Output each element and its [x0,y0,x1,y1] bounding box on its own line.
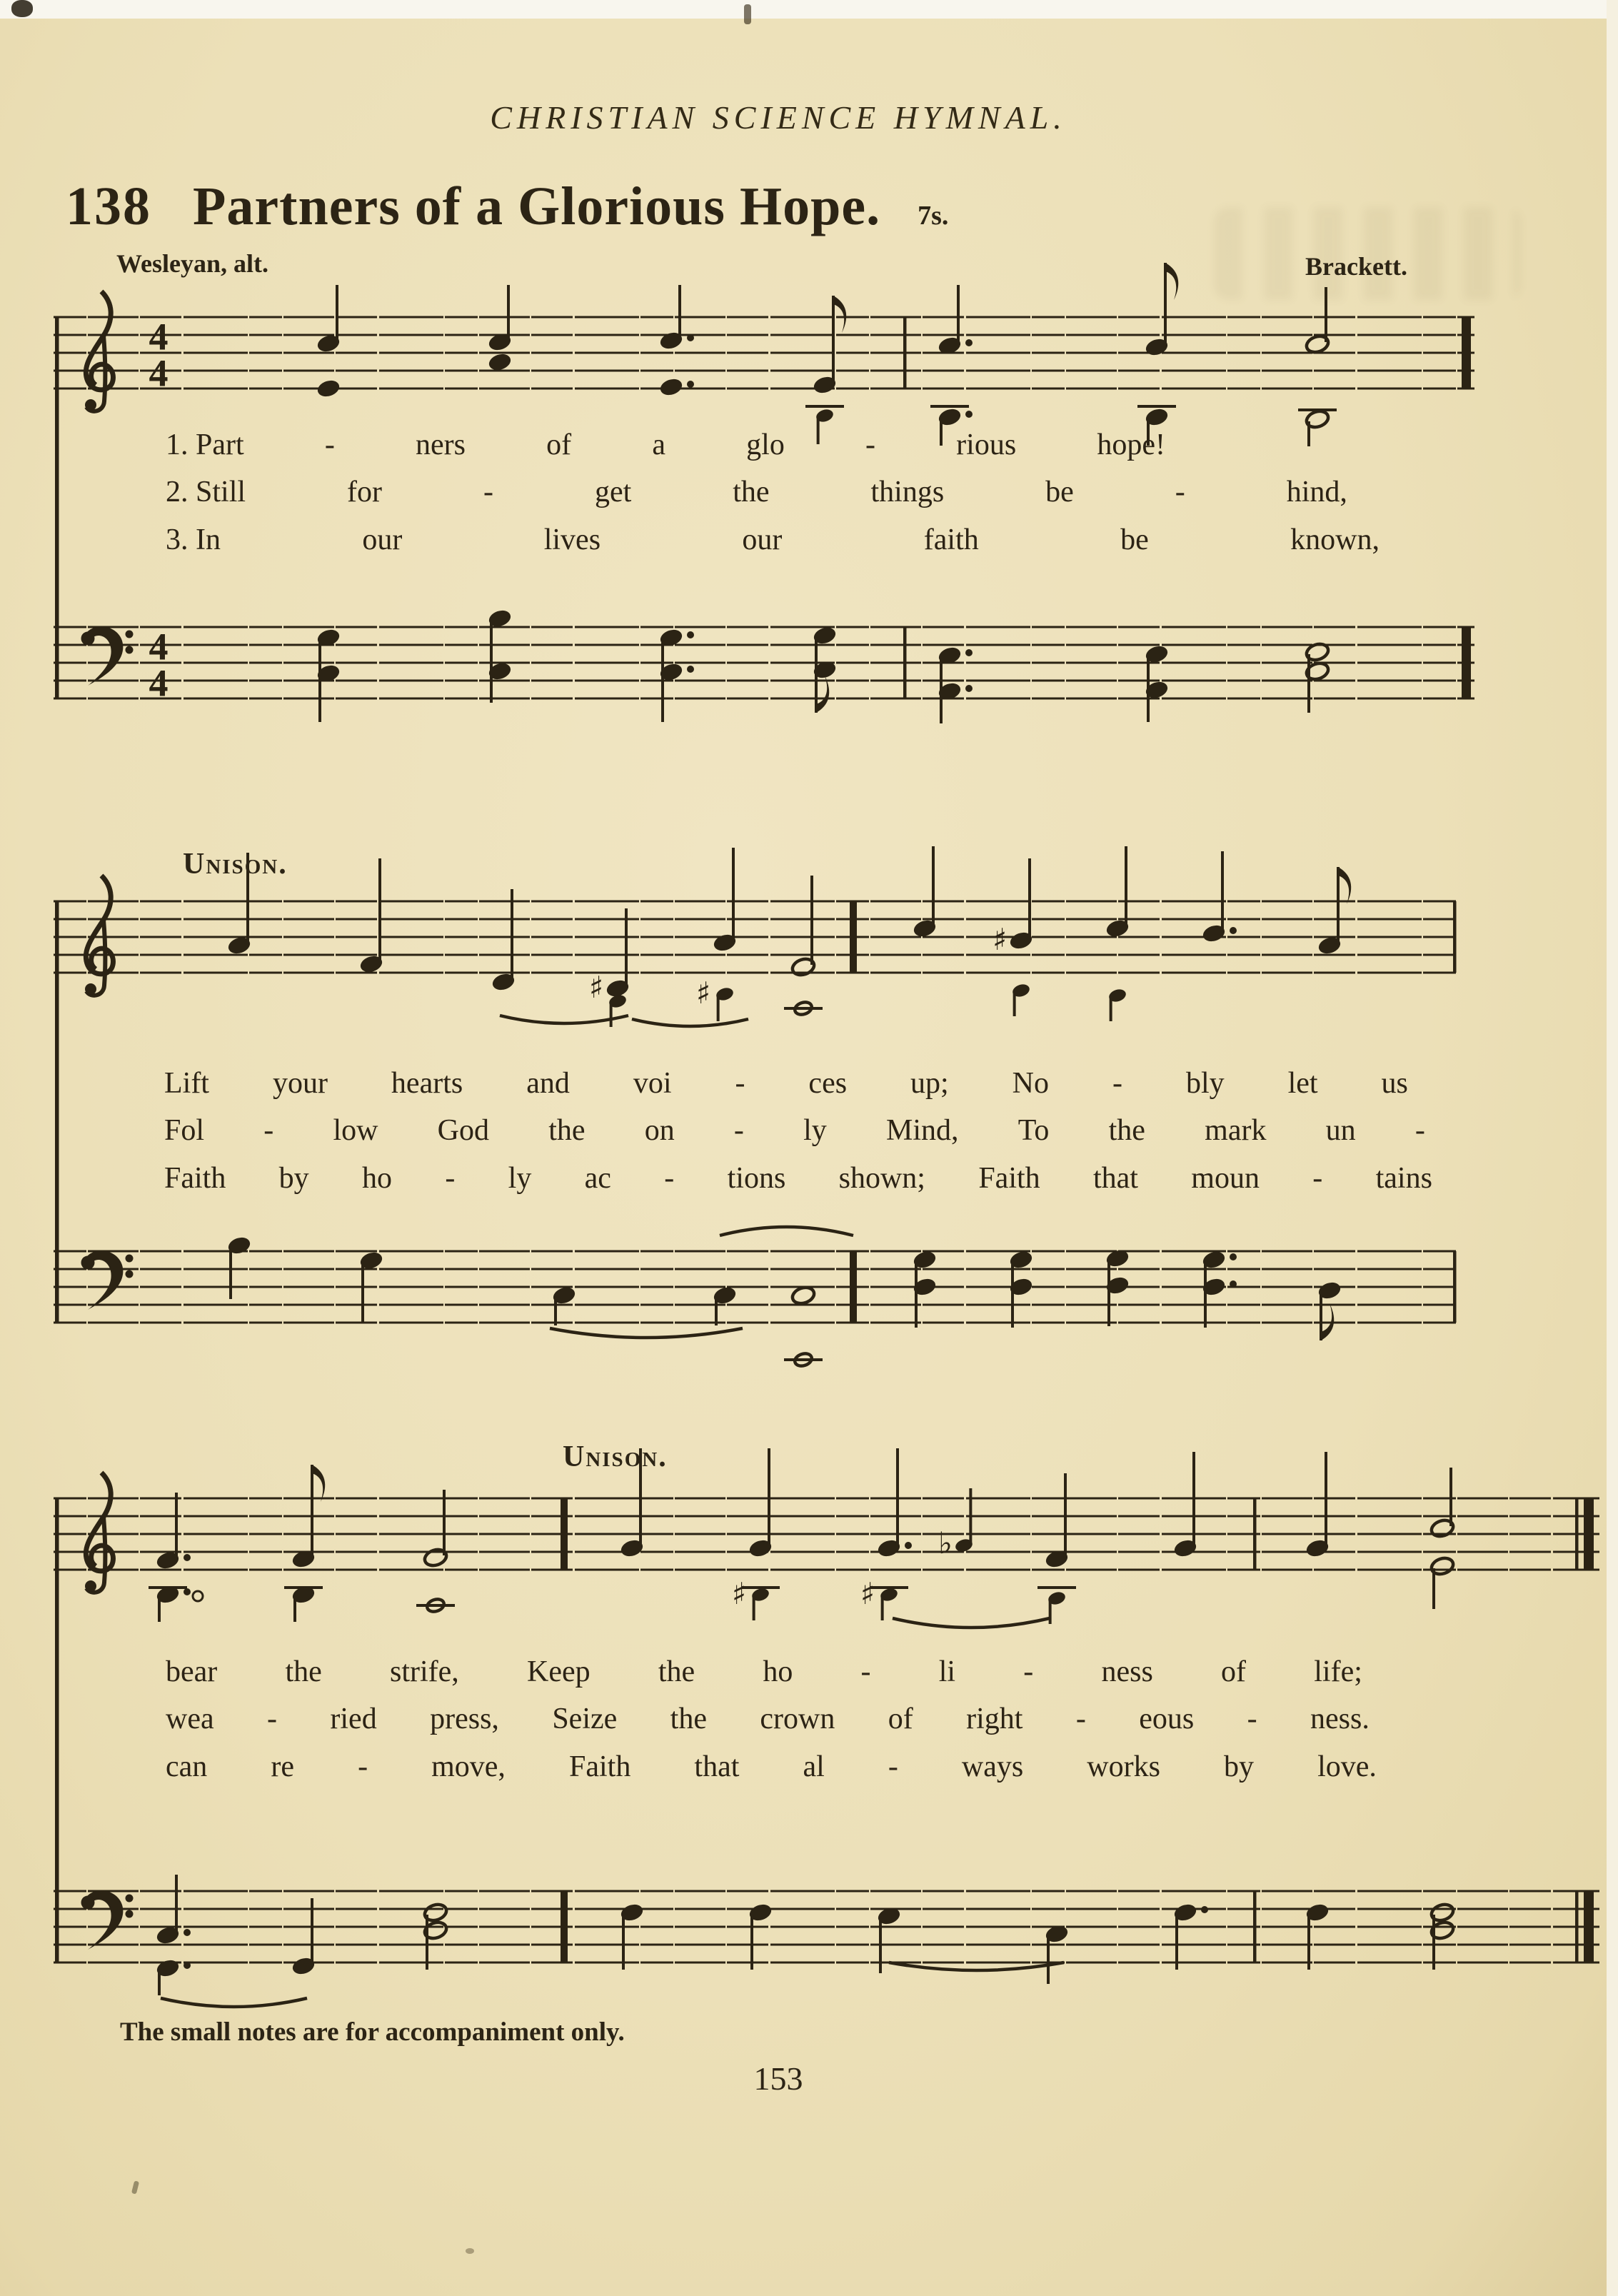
lyric-word: the [285,1655,322,1688]
lyric-word: us [1381,1067,1408,1100]
lyric-word: hearts [391,1067,463,1100]
book-running-head: CHRISTIAN SCIENCE HYMNAL. [490,99,1067,136]
scan-edge-right [1607,0,1618,2296]
lyric-word: moun [1191,1162,1260,1195]
scan-artifact [11,0,33,17]
note-column [748,1902,773,1970]
lyric-word: ly [803,1114,827,1147]
lyric-word: bly [1185,1067,1225,1100]
hymn-number: 138 [66,176,151,236]
lyric-word: love. [1317,1750,1377,1783]
hymn-title: Partners of a Glorious Hope. [193,176,881,236]
staff-bass-5 [54,1875,1599,2007]
lyric-word: the [658,1655,695,1688]
svg-text:♯: ♯ [589,970,604,1005]
note-column [1429,1902,1455,1970]
lyric-word: on [644,1114,675,1147]
verse-line-2-end [166,1703,1370,1735]
lyric-hyphen: - [358,1750,368,1783]
lyric-word: God [437,1114,489,1147]
note-column [912,1249,938,1328]
lyric-word: life; [1314,1655,1362,1688]
note-column [1305,641,1330,713]
lyric-word: ho [362,1162,392,1195]
note-column [1201,1249,1237,1328]
lyric-word: up; [910,1067,949,1100]
hymn-meter: 7s. [918,201,949,231]
page-number: 153 [753,2060,803,2097]
lyric-word: un [1325,1114,1356,1147]
lyric-word: ners [416,428,466,461]
note-column [1105,846,1130,1021]
lyric-word: No [1012,1067,1050,1100]
verse-line-2 [166,476,1347,508]
lyric-word: low [333,1114,378,1147]
lyric-word: rious [956,428,1017,461]
lyric-word: the [670,1703,707,1735]
treble-clef-icon [85,876,113,996]
lyric-hyphen: - [888,1750,898,1783]
lyric-hyphen: - [1175,476,1185,508]
svg-text:♯: ♯ [993,922,1008,957]
lyric-word: hind, [1286,476,1347,508]
lyric-word: get [594,476,632,508]
lyric-word: wea [166,1703,214,1735]
slur [889,1962,1064,1970]
lyric-hyphen: - [733,1114,744,1147]
lyric-word: your [272,1067,328,1100]
staff-bass-3 [54,1227,1457,1368]
lyric-word: press, [430,1703,499,1735]
lyric-word: re [271,1750,294,1783]
note-column [358,858,384,975]
slur [500,1016,628,1023]
note-column [284,1465,325,1622]
verse-line-1-continued [164,1067,1408,1100]
note-column [1201,851,1237,944]
note-column [1037,1473,1076,1624]
lyric-word: ces [808,1067,848,1100]
verse-line-1 [166,428,1165,461]
lyric-hyphen: - [860,1655,871,1688]
lyric-word: tains [1375,1162,1432,1195]
bass-clef-icon [81,626,134,686]
lyric-word: Faith [164,1162,226,1195]
unison-label: Unison. [563,1440,668,1473]
verse-line-3 [166,523,1380,556]
lyric-word: by [278,1162,309,1195]
lyric-hyphen: - [1112,1067,1122,1100]
note-column [155,1875,191,1995]
lyric-word: the [548,1114,586,1147]
lyric-word: ried [330,1703,377,1735]
verse-line-3-continued [164,1162,1432,1195]
note-column [226,1235,252,1299]
lyric-word: right [966,1703,1023,1735]
accompaniment-note: The small notes are for accompaniment only. [120,2017,625,2047]
lyric-word: faith [923,523,979,556]
lyric-word: Keep [527,1655,591,1688]
note-column [930,285,973,446]
lyric-hyphen: - [263,1114,274,1147]
lyric-word: tions [727,1162,786,1195]
note-column [487,285,513,373]
lyric-word: shown; [838,1162,925,1195]
unison-label: Unison. [183,848,288,881]
note-column [423,1902,448,1970]
lyric-word: let [1287,1067,1318,1100]
svg-text:♯: ♯ [732,1576,747,1611]
lyric-hyphen: - [324,428,335,461]
staff-bass-1 [54,608,1474,723]
treble-clef-icon [85,291,113,411]
lyric-word: 1. Part [166,428,244,461]
note-column [696,848,738,1021]
lyric-word: be [1120,523,1149,556]
slur [550,1328,743,1338]
lyric-word: bear [166,1655,218,1688]
slur [893,1618,1050,1628]
composer-name: Brackett. [1305,252,1407,281]
lyric-word: a [652,428,665,461]
treble-clef-icon [85,1473,113,1593]
lyric-word: Mind, [885,1114,959,1147]
lyric-word: our [362,523,403,556]
verse-line-1-end [166,1655,1362,1688]
lyric-hyphen: - [267,1703,278,1735]
note-column [937,645,973,723]
lyric-word: strife, [390,1655,459,1688]
lyric-hyphen: - [1312,1162,1323,1195]
slur [632,1019,748,1026]
lyric-word: that [1092,1162,1138,1195]
note-column [316,627,341,722]
lyric-word: lives [543,523,601,556]
note-column [1305,1902,1330,1970]
lyric-word: ho [763,1655,793,1688]
lyric-hyphen: - [1247,1703,1257,1735]
lyric-word: of [546,428,572,461]
lyric-word: of [888,1703,913,1735]
note-column [1008,1249,1034,1328]
lyric-word: known, [1290,523,1380,556]
bass-clef-icon [81,1250,134,1310]
note-column [1172,1902,1208,1970]
lyric-word: mark [1205,1114,1267,1147]
note-column [1144,643,1170,722]
lyric-word: that [694,1750,740,1783]
note-column [1429,1468,1455,1609]
slur [720,1227,853,1235]
note-column [912,846,938,939]
lyric-word: for [347,476,382,508]
lyric-word: ness [1101,1655,1153,1688]
lyric-word: Fol [164,1114,205,1147]
lyric-word: ly [508,1162,532,1195]
time-signature: 4 [149,625,169,668]
note-column [993,858,1034,1016]
note-column [619,1902,645,1970]
lyric-word: 3. In [166,523,221,556]
lyric-word: our [742,523,783,556]
bass-clef-icon [81,1890,134,1950]
lyric-hyphen: - [1415,1114,1425,1147]
verse-line-2-continued [164,1114,1425,1147]
lyric-word: things [870,476,945,508]
lyric-word: al [803,1750,825,1783]
lyric-word: be [1045,476,1074,508]
svg-text:♭: ♭ [938,1525,953,1560]
note-column [1305,1452,1330,1559]
note-column [658,627,694,722]
svg-text:♯: ♯ [860,1576,875,1611]
note-column [1317,1280,1342,1340]
tune-name: Wesleyan, alt. [116,249,268,278]
lyric-word: works [1087,1750,1160,1783]
lyric-word: ac [584,1162,611,1195]
verse-line-3-end [166,1750,1377,1783]
lyric-word: Seize [552,1703,618,1735]
lyric-hyphen: - [664,1162,675,1195]
lyric-word: Faith [978,1162,1040,1195]
scan-artifact [466,2248,474,2254]
lyric-hyphen: - [865,428,875,461]
note-column [589,908,630,1027]
lyric-word: voi [633,1067,672,1100]
note-column [491,889,516,993]
note-column [1317,867,1351,956]
lyric-word: To [1017,1114,1050,1147]
lyric-word: 2. Still [166,476,246,508]
lyric-word: ways [961,1750,1024,1783]
note-column [1105,1248,1130,1326]
lyric-hyphen: - [1075,1703,1086,1735]
lyric-word: the [733,476,770,508]
lyric-word: the [1108,1114,1145,1147]
note-column [149,1493,203,1622]
scan-edge-top [0,0,1618,19]
lyric-word: li [938,1655,956,1688]
lyric-word: of [1221,1655,1247,1688]
lyric-word: and [526,1067,570,1100]
lyric-word: Faith [569,1750,631,1783]
lyric-word: glo [746,428,785,461]
lyric-word: can [166,1750,208,1783]
note-column [1298,287,1337,446]
svg-text:♯: ♯ [696,976,711,1011]
time-signature: 4 [149,351,169,395]
lyric-word: ness. [1310,1703,1370,1735]
scan-artifact [744,4,751,24]
note-column [812,625,838,713]
note-column [487,608,513,703]
note-column [1137,263,1178,446]
lyric-hyphen: - [1023,1655,1034,1688]
lyric-word: Lift [164,1067,209,1100]
lyric-hyphen: - [483,476,493,508]
note-column [1172,1452,1198,1559]
lyric-word: by [1224,1750,1255,1783]
lyric-hyphen: - [735,1067,745,1100]
lyric-word: hope! [1097,428,1165,461]
time-signature: 4 [149,661,169,705]
note-column [784,1285,823,1368]
lyric-word: move, [431,1750,506,1783]
lyric-hyphen: - [445,1162,456,1195]
note-column [1044,1923,1070,1984]
note-column [784,876,823,1017]
time-signature: 4 [149,315,169,359]
slur [161,1998,307,2007]
hymn-title-row [66,176,948,238]
note-column [658,285,694,398]
lyric-word: eous [1139,1703,1195,1735]
lyric-word: crown [760,1703,835,1735]
note-column [316,285,341,399]
